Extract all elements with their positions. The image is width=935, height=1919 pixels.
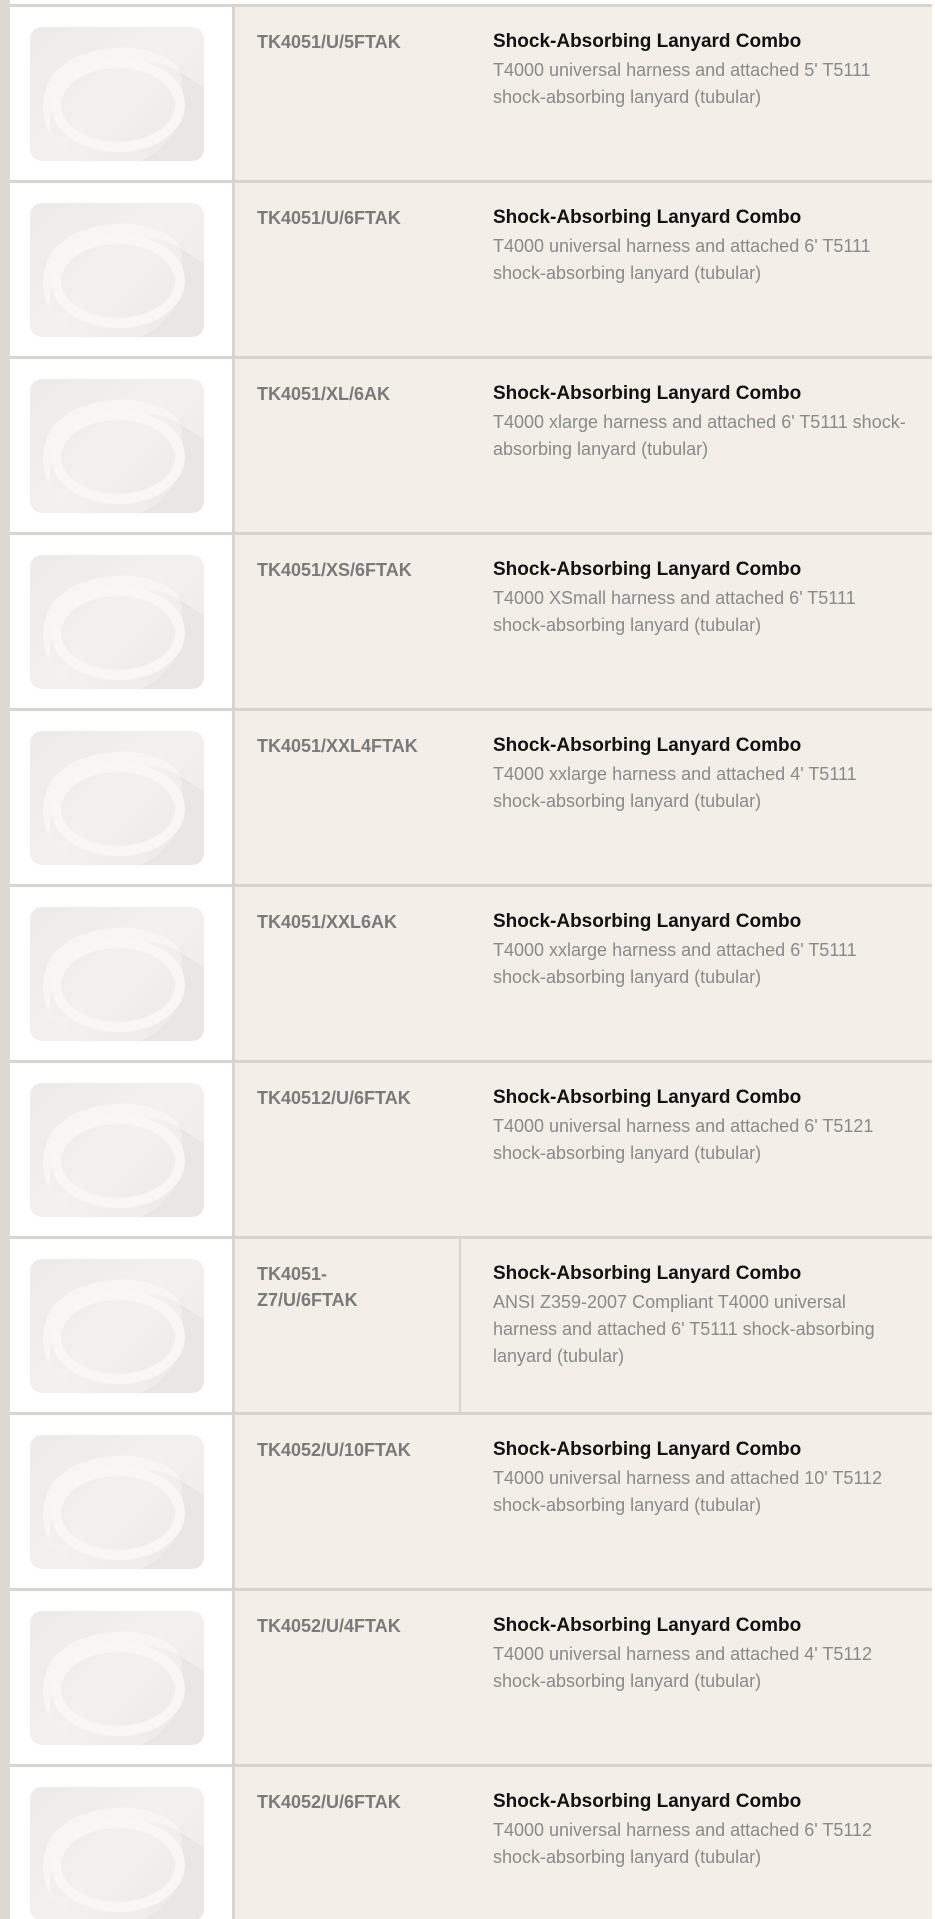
- product-placeholder-icon[interactable]: [30, 27, 204, 161]
- product-title[interactable]: Shock-Absorbing Lanyard Combo: [493, 911, 802, 932]
- product-sku: TK4052/U/10FTAK: [257, 1440, 411, 1460]
- product-description: T4000 universal harness and attached 5' T5111 shock-absorbing lanyard (tubular): [493, 60, 871, 107]
- product-description: T4000 xxlarge harness and attached 4' T5111 shock-absorbing lanyard (tubular): [493, 764, 857, 811]
- product-row[interactable]: [10, 884, 932, 1060]
- sku-cell: [235, 1591, 461, 1764]
- description-cell: [461, 1415, 932, 1588]
- sku-cell: [235, 1063, 461, 1236]
- description-cell: [461, 1063, 932, 1236]
- product-placeholder-icon[interactable]: [30, 907, 204, 1041]
- product-sku: TK4052/U/4FTAK: [257, 1616, 401, 1636]
- sku-cell: [235, 359, 461, 532]
- description-cell: [461, 359, 932, 532]
- product-description: T4000 xlarge harness and attached 6' T5111 shock-absorbing lanyard (tubular): [493, 412, 906, 459]
- product-row[interactable]: [10, 1060, 932, 1236]
- description-cell: [461, 1767, 932, 1919]
- thumbnail-cell: [10, 711, 235, 884]
- product-description: T4000 universal harness and attached 6' T5111 shock-absorbing lanyard (tubular): [493, 236, 871, 283]
- product-placeholder-icon[interactable]: [30, 1611, 204, 1745]
- sku-cell: [235, 535, 461, 708]
- thumbnail-cell: [10, 535, 235, 708]
- product-description: T4000 universal harness and attached 6' T5112 shock-absorbing lanyard (tubular): [493, 1820, 873, 1867]
- thumbnail-cell: [10, 1415, 235, 1588]
- product-title[interactable]: Shock-Absorbing Lanyard Combo: [493, 1439, 802, 1460]
- product-title[interactable]: Shock-Absorbing Lanyard Combo: [493, 383, 802, 404]
- description-cell: [461, 1239, 932, 1412]
- description-cell: [461, 887, 932, 1060]
- product-title[interactable]: Shock-Absorbing Lanyard Combo: [493, 1791, 802, 1812]
- product-description: T4000 xxlarge harness and attached 6' T5111 shock-absorbing lanyard (tubular): [493, 940, 857, 987]
- description-cell: [461, 711, 932, 884]
- sku-cell: [235, 183, 461, 356]
- product-sku: TK4051/XL/6AK: [257, 384, 391, 404]
- thumbnail-cell: [10, 1063, 235, 1236]
- thumbnail-cell: [10, 7, 235, 180]
- product-sku: TK4051-Z7/U/6FTAK: [257, 1264, 358, 1310]
- product-sku: TK4051/XXL6AK: [257, 912, 398, 932]
- description-cell: [461, 183, 932, 356]
- product-sku: TK4051/U/5FTAK: [257, 32, 401, 52]
- thumbnail-cell: [10, 1239, 235, 1412]
- product-row[interactable]: [10, 708, 932, 884]
- thumbnail-cell: [10, 1767, 235, 1919]
- product-row[interactable]: [10, 1764, 932, 1919]
- left-border: [0, 0, 10, 1919]
- product-placeholder-icon[interactable]: [30, 1083, 204, 1217]
- sku-cell: [235, 1415, 461, 1588]
- product-title[interactable]: Shock-Absorbing Lanyard Combo: [493, 1263, 802, 1284]
- product-title[interactable]: Shock-Absorbing Lanyard Combo: [493, 207, 802, 228]
- product-placeholder-icon[interactable]: [30, 1787, 204, 1919]
- product-placeholder-icon[interactable]: [30, 379, 204, 513]
- product-sku: TK4051/XXL4FTAK: [257, 736, 418, 756]
- product-placeholder-icon[interactable]: [30, 1259, 204, 1393]
- product-row[interactable]: [10, 532, 932, 708]
- product-title[interactable]: Shock-Absorbing Lanyard Combo: [493, 1087, 802, 1108]
- product-row[interactable]: [10, 1236, 932, 1412]
- sku-cell: [235, 711, 461, 884]
- product-row[interactable]: [10, 1588, 932, 1764]
- product-sku: TK4052/U/6FTAK: [257, 1792, 401, 1812]
- description-cell: [461, 1591, 932, 1764]
- sku-cell: [235, 887, 461, 1060]
- product-row[interactable]: [10, 4, 932, 180]
- product-placeholder-icon[interactable]: [30, 731, 204, 865]
- thumbnail-cell: [10, 359, 235, 532]
- product-description: T4000 XSmall harness and attached 6' T5111 shock-absorbing lanyard (tubular): [493, 588, 856, 635]
- product-placeholder-icon[interactable]: [30, 203, 204, 337]
- product-title[interactable]: Shock-Absorbing Lanyard Combo: [493, 31, 802, 52]
- product-sku: TK4051/U/6FTAK: [257, 208, 401, 228]
- thumbnail-cell: [10, 1591, 235, 1764]
- product-sku: TK4051/XS/6FTAK: [257, 560, 412, 580]
- product-placeholder-icon[interactable]: [30, 555, 204, 689]
- product-sku: TK40512/U/6FTAK: [257, 1088, 411, 1108]
- product-title[interactable]: Shock-Absorbing Lanyard Combo: [493, 1615, 802, 1636]
- product-row[interactable]: [10, 356, 932, 532]
- product-description: T4000 universal harness and attached 6' T5121 shock-absorbing lanyard (tubular): [493, 1116, 874, 1163]
- product-title[interactable]: Shock-Absorbing Lanyard Combo: [493, 559, 802, 580]
- product-row[interactable]: [10, 180, 932, 356]
- product-title[interactable]: Shock-Absorbing Lanyard Combo: [493, 735, 802, 756]
- sku-cell: [235, 1239, 461, 1412]
- product-placeholder-icon[interactable]: [30, 1435, 204, 1569]
- thumbnail-cell: [10, 183, 235, 356]
- product-row[interactable]: [10, 1412, 932, 1588]
- product-description: ANSI Z359-2007 Compliant T4000 universal harness and attached 6' T5111 shock-absorbing lanyard (tubular): [493, 1292, 875, 1366]
- description-cell: [461, 7, 932, 180]
- sku-cell: [235, 7, 461, 180]
- product-description: T4000 universal harness and attached 10' T5112 shock-absorbing lanyard (tubular): [493, 1468, 883, 1515]
- product-description: T4000 universal harness and attached 4' T5112 shock-absorbing lanyard (tubular): [493, 1644, 873, 1691]
- thumbnail-cell: [10, 887, 235, 1060]
- description-cell: [461, 535, 932, 708]
- sku-cell: [235, 1767, 461, 1919]
